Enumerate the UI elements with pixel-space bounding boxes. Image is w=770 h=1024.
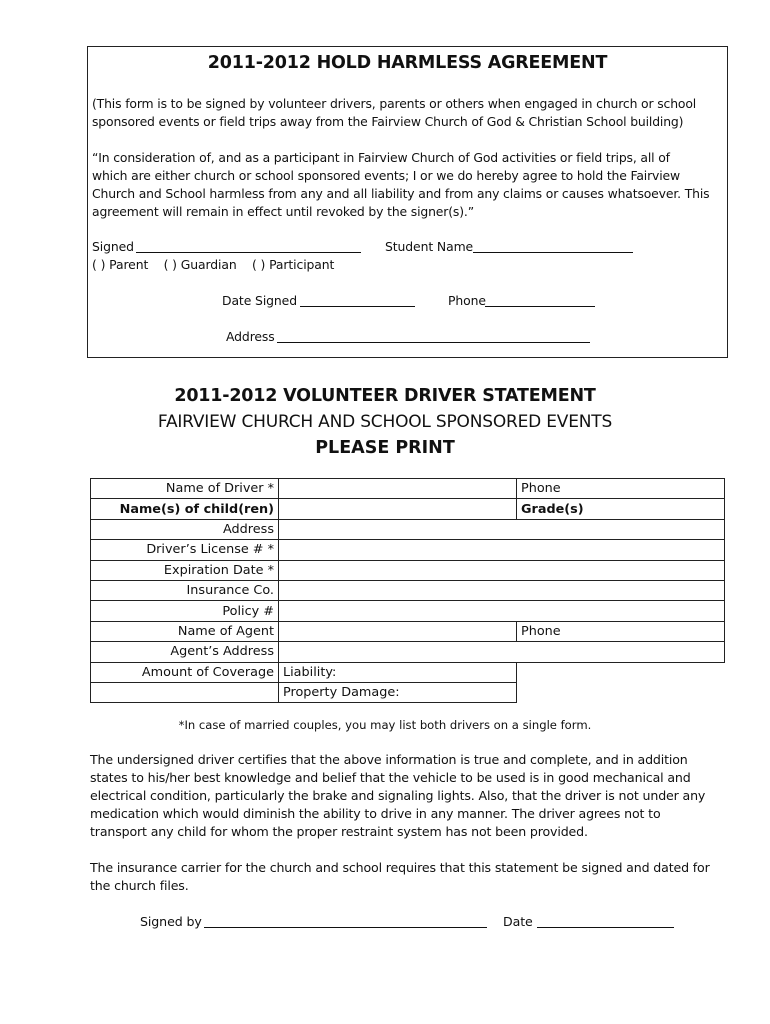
carrier-line: the church files.	[90, 878, 189, 893]
carrier-line: The insurance carrier for the church and school requires that this statement be signed and dated for	[90, 860, 710, 875]
blank-label-cell	[91, 682, 279, 702]
expiration-date-label: Expiration Date *	[91, 560, 279, 580]
insurance-co-field[interactable]	[279, 580, 725, 600]
statement-line: agreement will remain in effect until revoked by the signer(s).”	[92, 204, 474, 219]
certification-line: transport any child for whom the proper restraint system has not been provided.	[90, 824, 588, 839]
name-of-driver-label: Name of Driver *	[91, 479, 279, 499]
blank-cell	[517, 682, 725, 702]
agent-address-label: Agent’s Address	[91, 642, 279, 662]
table-row	[91, 479, 725, 499]
hold-harmless-title: 2011-2012 HOLD HARMLESS AGREEMENT	[207, 53, 608, 73]
address-row-label: Address	[91, 519, 279, 539]
intro-line: (This form is to be signed by volunteer drivers, parents or others when engaged in church or school	[92, 96, 697, 111]
table-row	[91, 580, 725, 600]
driver-form-table	[90, 478, 725, 703]
children-names-label: Name(s) of child(ren)	[91, 499, 279, 519]
address-field[interactable]	[277, 342, 590, 343]
policy-number-field[interactable]	[279, 601, 725, 621]
table-row	[91, 519, 725, 539]
certification-line: The undersigned driver certifies that the above information is true and complete, and in addition	[90, 752, 688, 767]
insurance-carrier-paragraph	[90, 859, 740, 895]
signed-by-field[interactable]	[204, 927, 487, 928]
date-signed-field[interactable]	[300, 306, 415, 307]
driver-phone-field[interactable]: Phone	[517, 479, 725, 499]
signed-by-label: Signed by	[140, 914, 202, 929]
role-checkboxes[interactable]: ( ) Parent ( ) Guardian ( ) Participant	[92, 257, 335, 272]
certification-line: medication which would diminish the ability to drive in any manner. The driver agrees not to	[90, 806, 661, 821]
agent-phone-field[interactable]: Phone	[517, 621, 725, 641]
hold-harmless-section	[87, 46, 728, 358]
phone-label: Phone	[448, 293, 486, 308]
statement-line: Church and School harmless from any and all liability and from any claims or causes whatsoever. This	[92, 186, 710, 201]
table-row	[91, 642, 725, 662]
student-name-field[interactable]	[473, 252, 633, 253]
agent-name-label: Name of Agent	[91, 621, 279, 641]
blank-cell	[517, 662, 725, 682]
drivers-license-label: Driver’s License # *	[91, 540, 279, 560]
married-couples-note: *In case of married couples, you may list both drivers on a single form.	[178, 718, 592, 732]
driver-statement-subtitle: FAIRVIEW CHURCH AND SCHOOL SPONSORED EVENTS	[157, 412, 613, 432]
date-field[interactable]	[537, 927, 674, 928]
table-row	[91, 560, 725, 580]
liability-field[interactable]: Liability:	[279, 662, 517, 682]
please-print-note: PLEASE PRINT	[315, 438, 455, 458]
statement-line: “In consideration of, and as a participant in Fairview Church of God activities or field trips, all of	[92, 150, 670, 165]
date-signed-label: Date Signed	[222, 293, 297, 308]
agent-address-field[interactable]	[279, 642, 725, 662]
hold-harmless-statement	[92, 149, 709, 221]
table-row	[91, 621, 725, 641]
property-damage-field[interactable]: Property Damage:	[279, 682, 517, 702]
table-row	[91, 662, 725, 682]
signed-field[interactable]	[136, 252, 361, 253]
certification-paragraph	[90, 751, 740, 841]
certification-line: electrical condition, particularly the brake and signaling lights. Also, that the driver is not under any	[90, 788, 706, 803]
grades-field[interactable]: Grade(s)	[517, 499, 725, 519]
address-label: Address	[226, 329, 275, 344]
driver-statement-title: 2011-2012 VOLUNTEER DRIVER STATEMENT	[174, 386, 596, 406]
amount-of-coverage-label: Amount of Coverage	[91, 662, 279, 682]
policy-number-label: Policy #	[91, 601, 279, 621]
date-label: Date	[503, 914, 533, 929]
student-name-label: Student Name	[385, 239, 474, 254]
insurance-co-label: Insurance Co.	[91, 580, 279, 600]
driver-address-field[interactable]	[279, 519, 725, 539]
certification-line: states to his/her best knowledge and belief that the vehicle to be used is in good mechanical and	[90, 770, 691, 785]
table-row	[91, 540, 725, 560]
drivers-license-field[interactable]	[279, 540, 725, 560]
hold-harmless-intro	[92, 95, 696, 131]
name-of-driver-field[interactable]	[279, 479, 517, 499]
table-row	[91, 601, 725, 621]
children-names-field[interactable]	[279, 499, 517, 519]
signed-label: Signed	[92, 239, 134, 254]
expiration-date-field[interactable]	[279, 560, 725, 580]
table-row	[91, 499, 725, 519]
statement-line: which are either church or school sponsored events; I or we do hereby agree to hold the Fairview	[92, 168, 680, 183]
phone-field[interactable]	[485, 306, 595, 307]
intro-line: sponsored events or field trips away from the Fairview Church of God & Christian School building)	[92, 114, 684, 129]
table-row	[91, 682, 725, 702]
agent-name-field[interactable]	[279, 621, 517, 641]
